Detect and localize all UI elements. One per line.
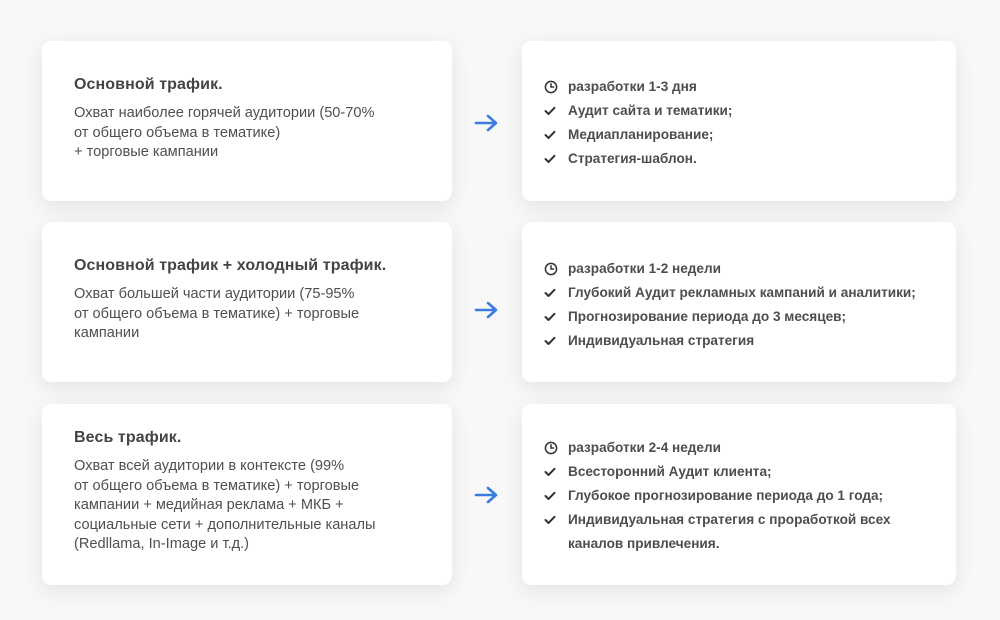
- list-item: [544, 484, 934, 508]
- plan-card: [42, 222, 452, 382]
- plan-description: Охват большей части аудитории (75-95% от общего объема в тематике) + торговые кампании: [74, 286, 360, 341]
- checkmark-icon: [544, 508, 568, 532]
- checkmark-icon: [544, 281, 568, 305]
- checkmark-icon: [544, 329, 568, 353]
- timeframe-item: [544, 436, 934, 460]
- list-item-text: Стратегия-шаблон.: [568, 151, 697, 166]
- arrow-right-icon: [474, 486, 500, 504]
- details-card: [522, 404, 956, 585]
- details-list: [544, 436, 934, 556]
- arrow-right-icon: [474, 114, 500, 132]
- details-list: [544, 257, 934, 353]
- plan-description: Охват наиболее горячей аудитории (50-70% от общего объема в тематике) + торговые кампании: [74, 105, 375, 160]
- checkmark-icon: [544, 460, 568, 484]
- list-item: [544, 329, 934, 353]
- checkmark-icon: [544, 147, 568, 171]
- list-item-text: Глубокий Аудит рекламных кампаний и аналитики;: [568, 285, 916, 300]
- list-item-text: Аудит сайта и тематики;: [568, 103, 733, 118]
- list-item-text: Медиапланирование;: [568, 127, 714, 142]
- list-item: [544, 305, 934, 329]
- list-item-text: Глубокое прогнозирование периода до 1 года;: [568, 488, 884, 503]
- details-card: [522, 41, 956, 201]
- list-item: [544, 99, 934, 123]
- clock-icon: [544, 436, 568, 460]
- arrow-right-icon: [474, 301, 500, 319]
- plan-card: [42, 404, 452, 585]
- list-item: [544, 508, 934, 556]
- plan-description: Охват всей аудитории в контексте (99% от общего объема в тематике) + торговые кампании + медийная реклама + МКБ + социальные сети + дополнительные каналы (Redllama, In-Image и т.д.): [74, 458, 376, 552]
- plan-title: Основной трафик.: [74, 76, 223, 93]
- plan-title: Основной трафик + холодный трафик.: [74, 257, 387, 274]
- list-item-text: Индивидуальная стратегия: [568, 333, 755, 348]
- checkmark-icon: [544, 99, 568, 123]
- clock-icon: [544, 75, 568, 99]
- timeframe-item: [544, 75, 934, 99]
- timeframe-text: разработки 1-3 дня: [568, 79, 697, 94]
- list-item: [544, 147, 934, 171]
- checkmark-icon: [544, 305, 568, 329]
- checkmark-icon: [544, 123, 568, 147]
- list-item-text: Прогнозирование периода до 3 месяцев;: [568, 309, 847, 324]
- details-list: [544, 75, 934, 171]
- clock-icon: [544, 257, 568, 281]
- timeframe-text: разработки 1-2 недели: [568, 261, 721, 276]
- timeframe-text: разработки 2-4 недели: [568, 440, 721, 455]
- list-item: [544, 281, 934, 305]
- details-card: [522, 222, 956, 382]
- timeframe-item: [544, 257, 934, 281]
- list-item: [544, 123, 934, 147]
- list-item-text: Всесторонний Аудит клиента;: [568, 464, 772, 479]
- list-item-text: Индивидуальная стратегия с проработкой всех каналов привлечения.: [568, 512, 891, 551]
- checkmark-icon: [544, 484, 568, 508]
- plan-title: Весь трафик.: [74, 429, 182, 446]
- list-item: [544, 460, 934, 484]
- plan-card: [42, 41, 452, 201]
